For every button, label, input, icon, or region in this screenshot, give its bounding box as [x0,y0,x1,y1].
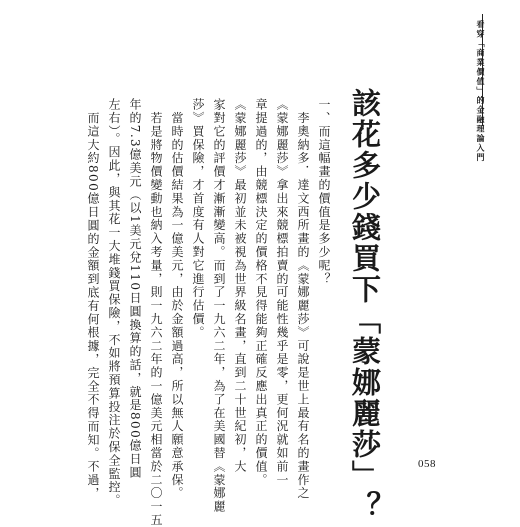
body-line: 一、而這幅畫的價值是多少呢？ [317,98,331,286]
body-line: 莎》買保險，才首度有人對它進行估價。 [191,98,205,340]
page-number: 058 [418,458,436,470]
body-line: 李奧納多．達文西所畫的《蒙娜麗莎》可說是世上最有名的畫作之 [296,98,310,500]
running-head: 看穿「商業價值」的金融理論入門 [476,20,485,163]
body-line: 當時的估價結果為一億美元，由於金額過高，所以無人願意承保。 [170,98,184,500]
body-line: 而這大約800億日圓的金額到底有何根據，完全不得而知。不過， [86,98,100,501]
chapter-title: 該花多少錢買下「蒙娜麗莎」？ [348,88,382,522]
body-line: 家對它的評價才漸漸變高。而到了一九六二年，為了在美國替《蒙娜麗 [212,98,226,514]
body-line: 章提過的，由競標決定的價格不見得能夠正確反應出真正的價值。 [254,98,268,487]
body-line: 若是將物價變動也納入考量，則一九六二年的一億美元相當於二〇一五 [149,98,163,527]
body-line: 年的7.3億美元（以1美元兌110日圓換算的話，就是800億日圓 [128,98,142,480]
body-line: 《蒙娜麗莎》拿出來競標拍賣的可能性幾乎是零，更何況就如前一 [275,98,289,487]
body-line: 《蒙娜麗莎》最初並未被視為世界級名畫，直到二十世紀初，大 [233,98,247,474]
body-line: 左右）。因此，與其花一大堆錢買保險，不如將預算投注於保全監控。 [107,98,121,508]
